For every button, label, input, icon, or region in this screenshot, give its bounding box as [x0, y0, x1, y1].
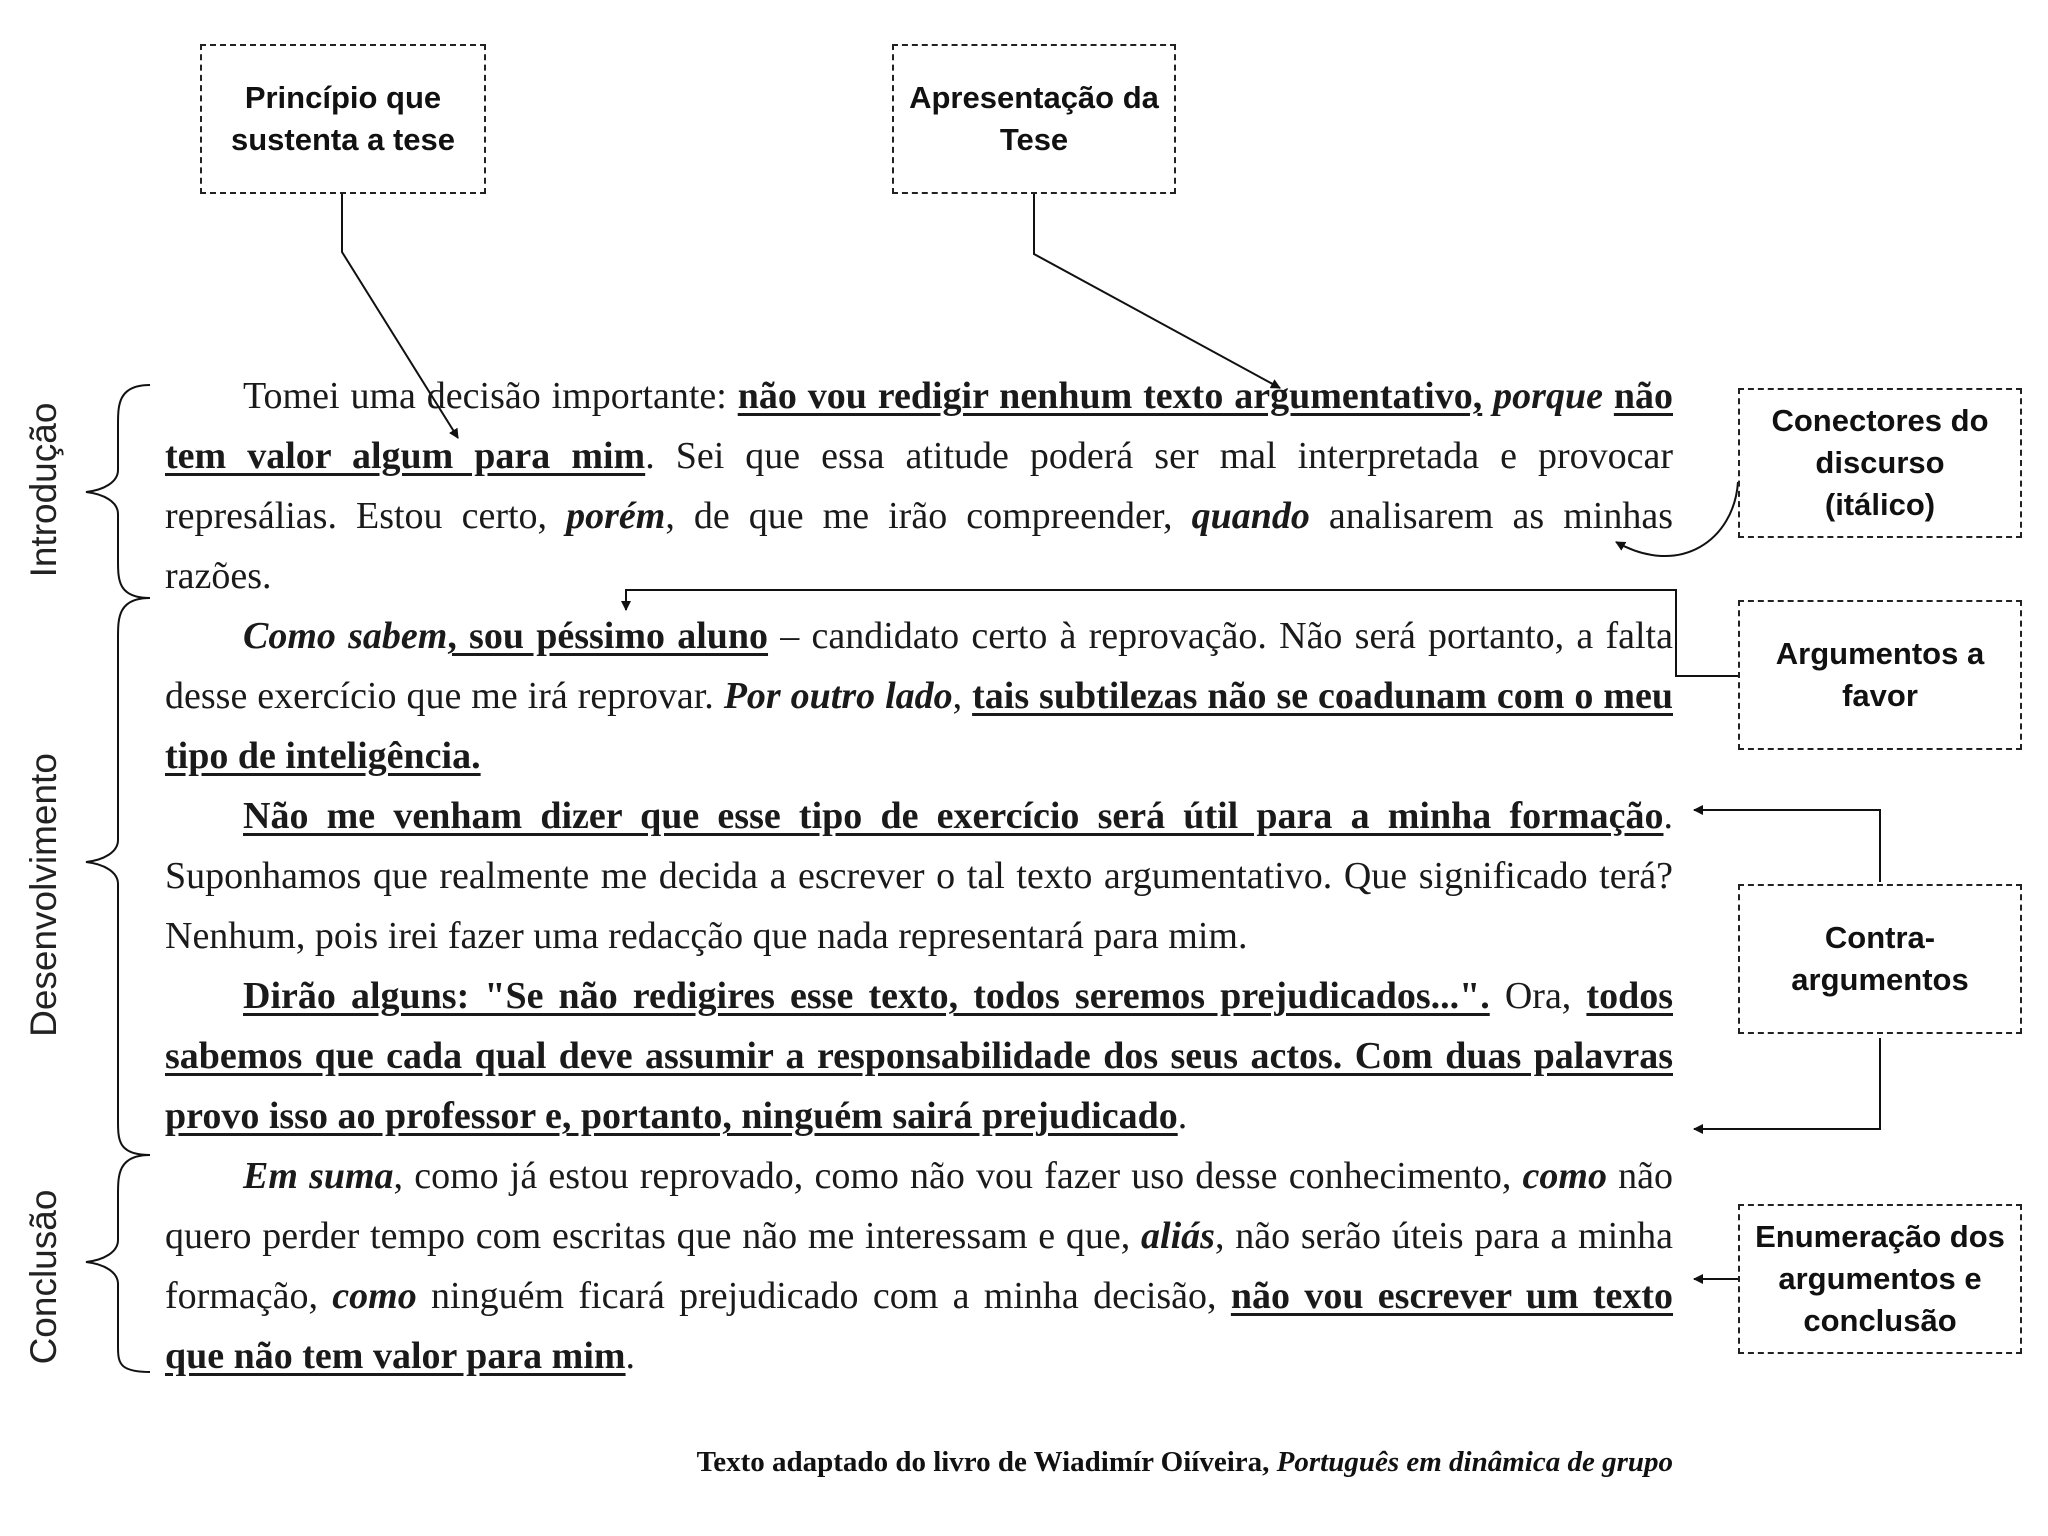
argumentative-text	[165, 366, 1673, 1386]
p4-text: Ora,	[1489, 975, 1587, 1017]
callout-enumeracao	[1738, 1204, 2022, 1354]
paragraph-conclusao	[165, 1146, 1673, 1386]
paragraph-desenvolvimento-2	[165, 786, 1673, 966]
p2-comma: ,	[952, 675, 973, 717]
callout-enumeracao-line3: conclusão	[1803, 1303, 1957, 1338]
arrow-apresentacao-to-text	[1034, 194, 1280, 388]
p5-text: , como já estou reprovado, como não vou fazer uso desse conhecimento,	[393, 1155, 1523, 1197]
p5-text-2: não quero perder tempo com escritas que não me interessam e que,	[165, 1155, 1673, 1257]
p2-connector-como-sabem: Como sabem	[243, 615, 448, 657]
p1-text-3: , de que me irão compreender,	[665, 495, 1192, 537]
callout-contra-argumentos	[1738, 884, 2022, 1034]
callout-apresentacao	[892, 44, 1176, 194]
paragraph-desenvolvimento-3	[165, 966, 1673, 1146]
callout-principio	[200, 44, 486, 194]
p5-period: .	[625, 1335, 636, 1377]
p1-space-2	[1603, 375, 1614, 417]
callout-argumentos-line2: favor	[1842, 678, 1918, 713]
p5-connector-como-2: como	[332, 1275, 417, 1317]
p1-thesis: não vou redigir nenhum texto argumentativo,	[737, 375, 1483, 417]
callout-principio-line1: Princípio que	[244, 80, 442, 115]
arrow-contra-to-paragraph3	[1694, 810, 1880, 882]
brace-conclusao	[86, 1155, 150, 1372]
source-title: Português em dinâmica de grupo	[1276, 1446, 1673, 1478]
paragraph-introducao	[165, 366, 1673, 606]
p3-text: . Suponhamos que realmente me decida a escrever o tal texto argumentativo. Que significado terá? Nenhum, pois irei fazer uma redacção que nada representará para mim.	[165, 795, 1673, 957]
p1-space	[1482, 375, 1493, 417]
p5-connector-como: como	[1522, 1155, 1607, 1197]
callout-argumentos-line1: Argumentos a	[1775, 636, 1985, 671]
callout-contra-line1: Contra-	[1824, 920, 1936, 955]
p1-connector-porem: porém	[566, 495, 666, 537]
callout-argumentos	[1738, 600, 2022, 750]
p3-counter-argument: Não me venham dizer que esse tipo de exercício será útil para a minha formação	[243, 795, 1664, 837]
p1-connector-porque: porque	[1493, 375, 1603, 417]
p5-text-3: , não serão úteis para a minha formação,	[165, 1215, 1673, 1317]
p4-counter-argument: Dirão alguns: "Se não redigires esse texto, todos seremos prejudicados...".	[243, 975, 1490, 1017]
section-label-introducao: Introdução	[23, 402, 64, 578]
callout-conectores-line2: discurso	[1815, 445, 1945, 480]
p5-connector-alias: aliás	[1141, 1215, 1215, 1257]
p5-text-4: ninguém ficará prejudicado com a minha decisão,	[416, 1275, 1231, 1317]
p2-text: – candidato certo à reprovação. Não será portanto, a falta desse exercício que me irá reprovar.	[165, 615, 1673, 717]
section-label-conclusao: Conclusão	[23, 1189, 64, 1365]
p5-conclusion: não vou escrever um texto que não tem valor para mim	[165, 1275, 1674, 1377]
callout-enumeracao-line2: argumentos e	[1778, 1261, 1982, 1296]
callout-conectores-line1: Conectores do	[1771, 403, 1989, 438]
p1-text-4: analisarem as minhas razões.	[165, 495, 1673, 597]
callout-contra-line2: argumentos	[1791, 962, 1969, 997]
callout-apresentacao-line1: Apresentação da	[909, 80, 1159, 115]
section-label-desenvolvimento: Desenvolvimento	[23, 753, 64, 1037]
p1-principle: não tem valor algum para mim	[165, 375, 1673, 477]
p5-connector-em-suma: Em suma	[243, 1155, 394, 1197]
brace-desenvolvimento	[86, 598, 150, 1155]
p2-argument-1: , sou péssimo aluno	[447, 615, 769, 657]
callout-apresentacao-line2: Tese	[999, 122, 1069, 157]
paragraph-desenvolvimento-1	[165, 606, 1673, 786]
source-prefix: Texto adaptado do livro de Wiadimír Oiíveira,	[696, 1446, 1277, 1478]
brace-introducao	[86, 385, 150, 598]
source-citation	[697, 1446, 1673, 1479]
p2-connector-por-outro-lado: Por outro lado	[723, 675, 953, 717]
arrow-contra-to-paragraph4	[1694, 1038, 1880, 1129]
p4-period: .	[1177, 1095, 1188, 1137]
p1-connector-quando: quando	[1191, 495, 1310, 537]
callout-enumeracao-line1: Enumeração dos	[1755, 1219, 2005, 1254]
p1-text-2: . Sei que essa atitude poderá ser mal interpretada e provocar represálias. Estou certo,	[165, 435, 1674, 537]
callout-principio-line2: sustenta a tese	[231, 122, 455, 157]
p2-argument-2: tais subtilezas não se coadunam com o meu tipo de inteligência.	[165, 675, 1673, 777]
p1-text: Tomei uma decisão importante:	[243, 375, 738, 417]
callout-conectores	[1738, 388, 2022, 538]
callout-conectores-line3: (itálico)	[1824, 487, 1936, 522]
p4-rebuttal: todos sabemos que cada qual deve assumir a responsabilidade dos seus actos. Com duas palavras provo isso ao professor e, portanto, ninguém sairá prejudicado	[165, 975, 1673, 1137]
